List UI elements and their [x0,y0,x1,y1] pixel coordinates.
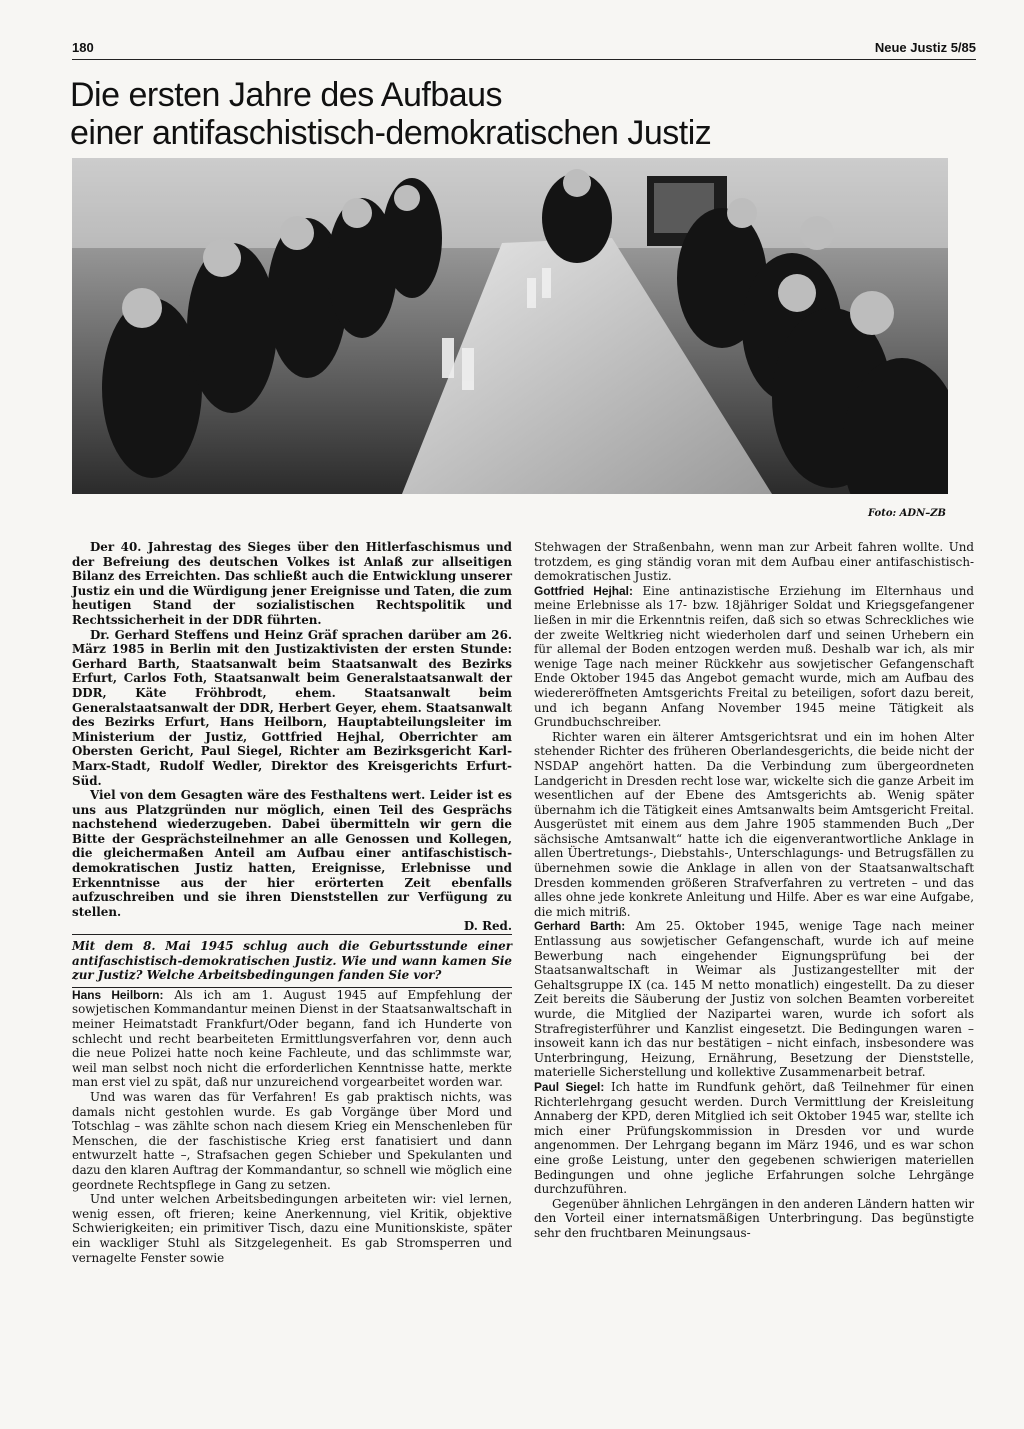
photo-illustration [72,158,948,494]
speaker-barth: Gerhard Barth: [534,919,626,934]
intro-paragraph-2: Dr. Gerhard Steffens und Heinz Gräf sprachen darüber am 26. März 1985 in Berlin mit den Justizaktivisten der ersten Stunde: Gerhard Barth, Staatsanwalt beim Staatsanwalt des Bezirks Erfurt, Carlos Foth, Staatsanwalt beim Generalstaatsanwalt der DDR, Käte Fröhbrodt, ehem. Staatsanwalt beim Generalstaatsanwalt der DDR, Herbert Geyer, ehem. Staatsanwalt des Bezirks Erfurt, Hans Heilborn, Hauptabteilungsleiter im Ministerium der Justiz, Gottfried Hejhal, Oberrichter am Obersten Gericht, Paul Siegel, Richter am Bezirksgericht Karl-Marx-Stadt, Rudolf Wedler, Direktor des Kreisgerichts Erfurt-Süd. [72,627,512,788]
title-line-2: einer antifaschistisch-demokratischen Justiz [70,114,712,152]
page-header [72,40,976,60]
siegel-paragraph-2: Gegenüber ähnlichen Lehrgängen in den anderen Ländern hatten wir den Vorteil einer internatsmäßigen Unterbringung. Das begünstigte sehr den fruchtbaren Meinungsaus- [534,1196,974,1240]
hejhal-text-1: Eine antinazistische Erziehung im Elternhaus und meine Erlebnisse als 17- bzw. 18jähriger Soldat und Kriegsgefangener ließen in mir die Erkenntnis reifen, daß sich so etwas Schreckliches wie der zweite Weltkrieg nicht wiederholen darf und seinen Urhebern ein für allemal der Boden entzogen werden muß. Deshalb war ich, als mir wenige Tage nach meiner Rückkehr aus sowjetischer Gefangenschaft Ende Oktober 1945 das Angebot gemacht wurde, mich am Aufbau des wiedereröffneten Amtsgerichts Freital zu beteiligen, sofort dazu bereit, und ich begann Anfang November 1945 meine Tätigkeit als Grundbuchschreiber. [534,583,974,730]
column-right [534,540,974,1241]
heilborn-paragraph-3: Und unter welchen Arbeitsbedingungen arbeiteten wir: viel lernen, wenig essen, oft frieren; keine Anerkennung, viel Kritik, objektive Schwierigkeiten; ein primitiver Tisch, dazu eine Munitionskiste, später ein wackliger Stuhl als Sitzgelegenheit. Es gab Stromsperren und vernagelte Fenster sowie [72,1192,512,1265]
siegel-text-1: Ich hatte im Rundfunk gehört, daß Teilnehmer für einen Richterlehrgang gesucht werden. Durch Vermittlung der Kreisleitung Annaberg der KPD, deren Mitglied ich seit Oktober 1945 war, stellte ich mich einer Prüfungskommission in Dresden vor und wurde angenommen. Der Lehrgang begann im März 1946, und es war schon eine große Leistung, unter den gegebenen schwierigen materiellen Bedingungen und ohne jegliche Erfahrungen solche Lehrgänge durchzuführen. [534,1079,974,1197]
article-title [70,76,950,152]
interview-question: Mit dem 8. Mai 1945 schlug auch die Geburtsstunde einer antifaschistisch-demokratischen Justiz. Wie und wann kamen Sie zur Justiz? Welche Arbeitsbedingungen fanden Sie vor? [72,934,512,988]
heilborn-paragraph-2: Und was waren das für Verfahren! Es gab praktisch nichts, was damals nicht gestohlen wurde. Es gab Vorgänge über Mord und Totschlag – was zählte schon nach diesem Krieg ein Menschenleben für Menschen, die der faschistische Krieg erst fanatisiert und dann entwurzelt hatte –, Strafsachen gegen Schieber und Spekulanten und dazu den klaren Auftrag der Kommandantur, so schnell wie möglich eine geordnete Rechtspflege in Gang zu setzen. [72,1089,512,1192]
heilborn-text-1: Als ich am 1. August 1945 auf Empfehlung der sowjetischen Kommandantur meinen Dienst in der Staatsanwaltschaft in meiner Heimatstadt Frankfurt/Oder begann, fand ich Hunderte von schlecht und recht bearbeiteten Ermittlungsverfahren vor, denn auch die neue Polizei hatte noch keine Fachleute, und das schlimmste war, weil man selbst noch nicht die erforderlichen Kenntnisse hatte, merkte man erst viel zu spät, daß nur unzureichend vorgearbeitet worden war. [72,987,512,1090]
barth-paragraph-1 [534,919,974,1080]
heilborn-paragraph-1 [72,988,512,1090]
intro-paragraph-3: Viel von dem Gesagten wäre des Festhaltens wert. Leider ist es uns aus Platzgründen nur möglich, einen Teil des Gesprächs nachstehend wiederzugeben. Dabei übermitteln wir gern die Bitte der Gesprächsteilnehmer an alle Genossen und Kollegen, die gleichermaßen Anteil am Aufbau einer antifaschistisch-demokratischen Justiz hatten, Ereignisse, Erlebnisse und Erkenntnisse aus der hier erörterten Zeit ebenfalls aufzuschreiben und sie ihren Dienststellen zur Verfügung zu stellen. [72,788,512,919]
siegel-paragraph-1 [534,1080,974,1197]
journal-issue: Neue Justiz 5/85 [874,40,976,55]
hejhal-paragraph-1 [534,584,974,730]
title-line-1: Die ersten Jahre des Aufbaus [70,76,503,114]
editor-signature: D. Red. [463,919,512,934]
photo-credit: Foto: ADN–ZB [867,508,946,519]
intro-paragraph-1: Der 40. Jahrestag des Sieges über den Hitlerfaschismus und der Befreiung des deutschen Volkes ist Anlaß zur allseitigen Bilanz des Erreichten. Das schließt auch die Entwicklung unserer Justiz ein und die Würdigung jener Ereignisse und Taten, die zum heutigen Stand der sozialistischen Rechtspolitik und Rechtssicherheit in der DDR führten. [72,540,512,627]
continued-paragraph: Stehwagen der Straßenbahn, wenn man zur Arbeit fahren wollte. Und trotzdem, es ging ständig voran mit dem Aufbau einer antifaschistisch-demokratischen Justiz. [534,540,974,584]
header-rule [72,59,976,60]
barth-text-1: Am 25. Oktober 1945, wenige Tage nach meiner Entlassung aus sowjetischer Gefangenschaft, wurde ich auf meine Bewerbung nach eingehender Eignungsprüfung bei der Staatsanwaltschaft in Weimar als Justizangestellter mit der Gehaltsgruppe IX (ca. 145 M netto monatlich) eingestellt. Da zu dieser Zeit bereits die Säuberung der Justiz von solchen Beamten vorbereitet wurde, die Mitglied der Naziparteі waren, wurde ich sofort als Strafregisterführer und Kanzlist eingesetzt. Die Bedingungen waren – insoweit kann ich das nur bestätigen – nicht einfach, insbesondere was Unterbringung, Heizung, Ernährung, Besetzung der Dienststelle, materielle Sicherstellung und kollektive Zusammenarbeit betraf. [534,919,974,1080]
column-left [72,540,512,1265]
speaker-hejhal: Gottfried Hejhal: [534,583,633,598]
speaker-siegel: Paul Siegel: [534,1079,605,1094]
speaker-heilborn: Hans Heilborn: [72,987,164,1002]
group-photo [72,158,948,494]
hejhal-paragraph-2: Richter waren ein älterer Amtsgerichtsrat und ein im hohen Alter stehender Richter des früheren Oberlandesgerichts, die beide nicht der NSDAP angehört hatten. Da die Verbindung zum übergeordneten Landgericht in Dresden recht lose war, wickelte sich die ganze Arbeit im wesentlichen auf der Ebene des Amtsgerichts ab. Wenig später übernahm ich die Tätigkeit eines Amtsanwalts beim Amtsgericht Freital. Ausgerüstet mit einem aus dem Jahre 1905 stammenden Buch „Der sächsische Amtsanwalt“ hatte ich die eigenverantwortliche Anklage in allen Übertretungs-, Diebstahls-, Unterschlagungs- und Betrugsfällen zu übernehmen sowie die Anklage in allen von der Staatsanwaltschaft Dresden kommenden größeren Strafverfahren zu vertreten – und das alles ohne jede konkrete Anleitung und Hilfe. Aber es war eine Aufgabe, die mich mitriß. [534,729,974,919]
page-number: 180 [72,40,94,55]
